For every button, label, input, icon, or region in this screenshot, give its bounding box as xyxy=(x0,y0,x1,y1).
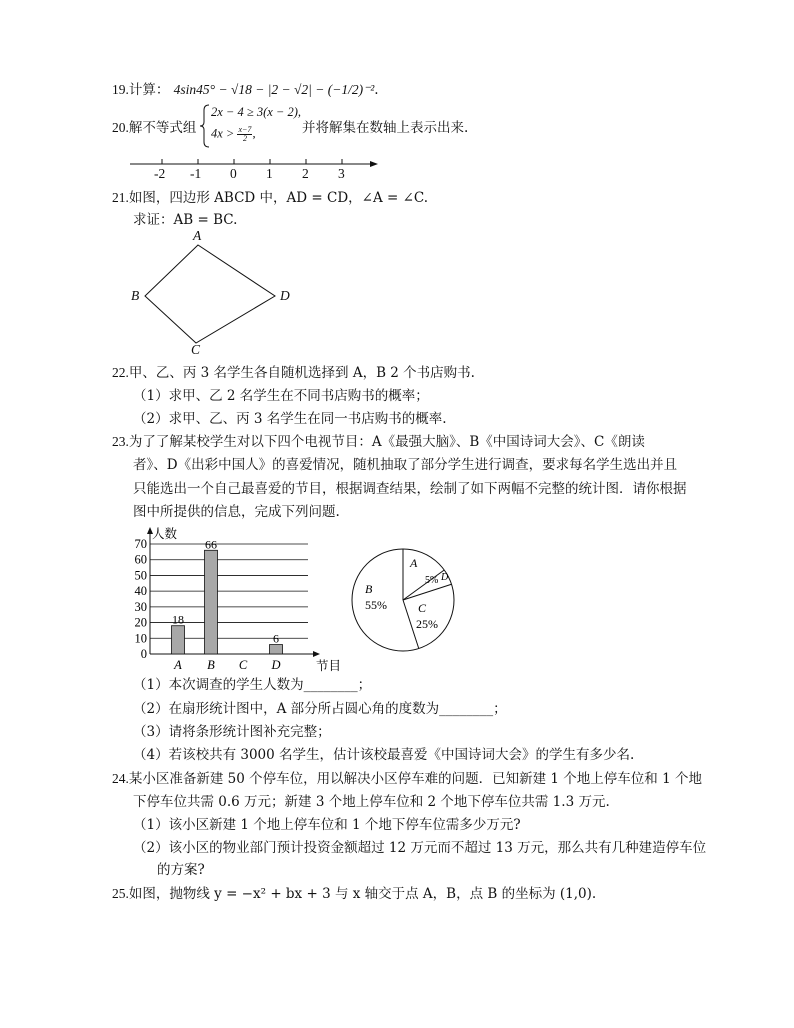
question-25 xyxy=(112,884,596,904)
inequality-2 xyxy=(211,126,256,143)
x-tick-label: C xyxy=(238,658,248,672)
tick-label: 2 xyxy=(302,166,309,181)
quadrilateral-figure xyxy=(125,228,305,360)
question-number: 19. xyxy=(112,82,129,97)
vertex-label-c: C xyxy=(191,342,201,357)
question-label: 解不等式组 xyxy=(128,120,197,136)
question-23-part-4: （4）若该校共有 3000 名学生，估计该校最喜爱《中国诗词大会》的学生有多少名. xyxy=(133,747,635,763)
question-23-part-3: （3）请将条形统计图补充完整； xyxy=(133,724,331,740)
period: . xyxy=(374,82,379,98)
inequality-2-lhs: 4x > xyxy=(211,126,235,141)
slice-label-d: D xyxy=(441,572,449,583)
vertex-label-a: A xyxy=(193,228,202,243)
inequality-1: 2x − 4 ≥ 3(x − 2), xyxy=(211,105,302,119)
brace-icon xyxy=(200,104,210,148)
question-24-line-2: 下停车位共需 0.6 万元；新建 3 个地上停车位和 2 个地下停车位共需 1.3 万元. xyxy=(133,794,610,810)
y-tick-label: 70 xyxy=(134,537,147,551)
y-tick-label: 30 xyxy=(134,599,147,614)
y-tick-label: 40 xyxy=(134,584,147,599)
question-21 xyxy=(112,188,428,208)
y-tick-label: 60 xyxy=(134,552,147,567)
question-23-line-4: 图中所提供的信息，完成下列问题. xyxy=(133,504,340,520)
slice-pct-c: 25% xyxy=(416,617,438,631)
y-tick-label: 0 xyxy=(140,647,147,661)
comma: , xyxy=(252,126,256,141)
question-24-part-2a: （2）该小区的物业部门预计投资金额超过 12 万元而不超过 13 万元，那么共有几种建造停车位 xyxy=(133,840,707,856)
x-axis-title: 节目 xyxy=(316,659,342,672)
tick-label: -2 xyxy=(154,166,166,181)
vertex-label-b: B xyxy=(131,288,140,303)
question-text: 如图，抛物线 y = −x² + bx + 3 与 x 轴交于点 A，B，点 B 的坐标为 (1,0). xyxy=(128,886,597,902)
proof-statement: 求证：AB = BC. xyxy=(133,212,238,228)
slice-label-c: C xyxy=(418,601,427,615)
bar-d xyxy=(270,645,283,654)
question-text: 为了了解某校学生对以下四个电视节目：A《最强大脑》、B《中国诗词大会》、C《朗读 xyxy=(128,434,645,450)
question-22-part-1: （1）求甲、乙 2 名学生在不同书店购书的概率； xyxy=(133,388,429,404)
y-tick-label: 50 xyxy=(134,568,147,583)
slice-pct-b: 55% xyxy=(365,598,387,612)
question-23-part-2: （2）在扇形统计图中，A 部分所占圆心角的度数为________； xyxy=(133,701,507,717)
tick-label: 0 xyxy=(230,166,237,181)
y-tick-label: 10 xyxy=(134,631,147,646)
question-24-part-1: （1）该小区新建 1 个地上停车位和 1 个地下停车位需多少万元? xyxy=(133,817,521,833)
data-label: 66 xyxy=(205,537,217,552)
arrow-icon xyxy=(370,161,378,167)
question-23-part-1: （1）本次调查的学生人数为________； xyxy=(133,677,372,693)
question-number: 25. xyxy=(112,886,129,901)
data-label: 6 xyxy=(273,631,279,646)
question-number: 20. xyxy=(112,120,129,135)
slice-label-a: A xyxy=(410,556,418,570)
question-19 xyxy=(112,80,379,100)
pie-chart xyxy=(348,540,458,660)
question-text: 某小区准备新建 50 个停车位，用以解决小区停车难的问题．已知新建 1 个地上停车位和 1 个地 xyxy=(128,771,702,787)
fraction-denominator: 2 xyxy=(242,134,247,143)
question-label: 计算： xyxy=(128,82,170,98)
bar-chart xyxy=(128,526,358,672)
question-22-part-2: （2）求甲、乙、丙 3 名学生在同一书店购书的概率. xyxy=(133,411,447,427)
question-23-line-2: 者》、D《出彩中国人》的喜爱情况，随机抽取了部分学生进行调查，要求每名学生选出并且 xyxy=(133,457,678,473)
slice-pct-d: 5% xyxy=(425,575,439,586)
question-number: 22. xyxy=(112,365,129,380)
tick-label: -1 xyxy=(190,166,202,181)
fraction xyxy=(237,126,252,143)
question-text: 如图，四边形 ABCD 中，AD = CD，∠A = ∠C. xyxy=(128,190,429,206)
y-tick-label: 20 xyxy=(134,615,147,630)
bar-a xyxy=(172,626,185,654)
x-axis-arrow-icon xyxy=(313,651,320,657)
fraction-numerator: x−7 xyxy=(238,125,252,134)
x-tick-label: B xyxy=(207,658,215,672)
question-23-line-1 xyxy=(112,432,645,452)
question-24-line-1 xyxy=(112,769,702,789)
question-23-line-3: 只能选出一个自己最喜爱的节目，根据调查结果，绘制了如下两幅不完整的统计图．请你根据 xyxy=(133,481,687,497)
number-line xyxy=(130,156,380,186)
question-20-label xyxy=(112,118,196,138)
y-axis-title: 人数 xyxy=(152,527,178,541)
tick-label: 1 xyxy=(266,166,273,181)
x-tick-label: D xyxy=(271,658,281,672)
question-20-tail: 并将解集在数轴上表示出来. xyxy=(302,120,469,136)
question-text: 甲、乙、丙 3 名学生各自随机选择到 A，B 2 个书店购书. xyxy=(128,365,475,381)
x-tick-label: A xyxy=(174,658,182,672)
vertex-label-d: D xyxy=(280,288,290,303)
question-number: 24. xyxy=(112,771,129,786)
question-22 xyxy=(112,363,475,383)
math-expression: 4sin45° − √18 − |2 − √2| − (−1/2)⁻² xyxy=(173,82,375,97)
question-number: 21. xyxy=(112,190,129,205)
question-number: 23. xyxy=(112,434,129,449)
bar-b xyxy=(205,550,218,654)
slice-label-b: B xyxy=(365,582,373,596)
slice-boundary xyxy=(403,584,452,600)
question-24-part-2b: 的方案? xyxy=(157,862,205,878)
data-label: 18 xyxy=(172,612,184,627)
tick-label: 3 xyxy=(338,166,345,181)
